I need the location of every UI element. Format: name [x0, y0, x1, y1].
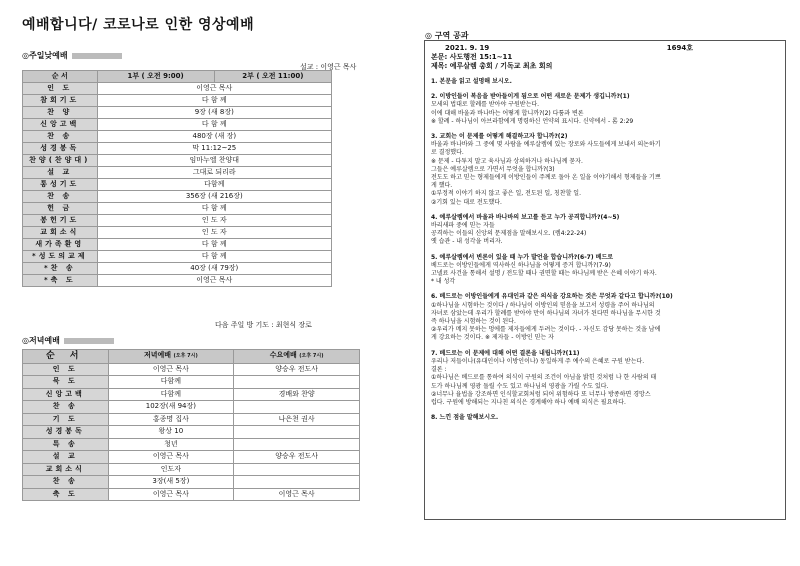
study-question: 6. 베드로는 이방인들에게 유대인과 같은 의식을 강요하는 것은 무엇과 같다고 합니까?(10): [431, 293, 673, 301]
row-wednesday: [234, 476, 360, 489]
spacer: [431, 126, 779, 133]
row-value: 480장 (새 장): [97, 131, 331, 143]
row-wednesday: [234, 401, 360, 414]
study-date: 2021. 9. 19: [445, 44, 490, 52]
study-line: 자녀로 삼았는데 우리가 할례를 받아야 만이 하나님의 자녀가 된다면 하나님을 무시한 것: [431, 309, 661, 317]
row-value: 인 도 자: [97, 215, 331, 227]
evening-worship-table: [22, 349, 360, 501]
study-line: 고넬료 사건을 통해서 설명 / 전도할 때나 권면할 때는 하나님께 받은 은혜 이야기 하자.: [431, 270, 657, 278]
study-line: 전도도 하고 믿는 형제들에게 이방인들이 주께로 돌아 온 일을 이야기해서 형제들을 기쁘: [431, 174, 661, 182]
row-evening: 이영근 목사: [108, 488, 234, 501]
study-line: 도가 하나님께 영광 돌릴 수도 있고 하나님의 영광을 가릴 수도 있다.: [431, 382, 609, 390]
study-passage: 본문: 사도행전 15:1~11: [431, 53, 513, 61]
table-row: [23, 107, 332, 119]
row-label: 새가족환영: [23, 239, 98, 251]
row-wednesday: 나은천 권사: [234, 413, 360, 426]
table-row: [23, 426, 360, 439]
col-wednesday: 수요예배 (오후 7시): [234, 350, 360, 364]
row-label: 설 교: [23, 451, 109, 464]
row-label: 참회기도: [23, 95, 98, 107]
table-row: [23, 215, 332, 227]
row-label: 축 도: [23, 488, 109, 501]
table-row: [23, 191, 332, 203]
row-value: 다 함 께: [97, 119, 331, 131]
row-label: 찬 양: [23, 107, 98, 119]
row-label: 통성기도: [23, 179, 98, 191]
study-line: ①부정적 이야기 하지 않고 좋은 일, 전도된 일, 칭찬할 일.: [431, 190, 581, 198]
row-evening: 이영근 목사: [108, 363, 234, 376]
row-value: 9장 (새 8장): [97, 107, 331, 119]
study-question: 5. 예루살렘에서 변론이 있을 때 누가 발언을 합습니까?(6-7) 베드로: [431, 253, 614, 261]
row-evening: 청년: [108, 438, 234, 451]
row-label: *찬 송: [23, 263, 98, 275]
study-line: ※ 할례 - 하나님이 아브라함에게 명령하신 언약의 표시다. 신약에서 - 롬 2:29: [431, 117, 634, 125]
row-label: 묵 도: [23, 376, 109, 389]
row-label: 신앙고백: [23, 388, 109, 401]
study-question: 7. 베드로는 이 문제에 대해 어떤 결론을 내립니까?(11): [431, 349, 580, 357]
row-evening: 이영근 목사: [108, 451, 234, 464]
row-label: 찬 송: [23, 131, 98, 143]
table-row: [23, 488, 360, 501]
study-line: 그들은 예루살렘으로 가면서 무엇을 합니까?(3): [431, 165, 555, 173]
study-question: 2. 이방인들이 복음을 받아들이게 됨으로 어떤 새로운 문제가 생깁니까?(1): [431, 93, 630, 101]
study-heading: ◎ 구역 공과: [425, 31, 469, 40]
study-line: ※ 문제 - 다투지 말고 육사님과 상의하거나 하나님께 묻자.: [431, 157, 583, 165]
study-line: ②너무나 율법을 강조하면 인식할교회처럼 되어 위험하다 또 너무나 방종하면 경망스: [431, 390, 651, 398]
row-value: 다 함 께: [97, 203, 331, 215]
row-evening: 102장(새 94장): [108, 401, 234, 414]
row-wednesday: [234, 426, 360, 439]
row-wednesday: 양승우 전도사: [234, 363, 360, 376]
row-label: 특 송: [23, 438, 109, 451]
row-value: 이영근 목사: [97, 275, 331, 287]
study-question: 8. 느낀 점을 말해보시오.: [431, 414, 499, 422]
table-row: [23, 203, 332, 215]
row-value: 그대로 되리라: [97, 167, 331, 179]
row-value: 막 11:12~25: [97, 143, 331, 155]
study-line: ①하나님을 시험하는 것이다 / 하나님이 이방인의 믿음을 보고서 성령을 주어 하나님의: [431, 301, 655, 309]
row-value: 다 함 께: [97, 239, 331, 251]
row-wednesday: 이영근 목사: [234, 488, 360, 501]
col-service-2: 2부 ( 오전 11:00): [214, 71, 331, 83]
row-label: 성경봉독: [23, 143, 98, 155]
table-row: [23, 363, 360, 376]
row-label: 교회소식: [23, 463, 109, 476]
study-line: 로 결정했다.: [431, 149, 464, 157]
day-worship-table: [22, 70, 332, 287]
table-row: [23, 263, 332, 275]
col-order: 순 서: [23, 71, 98, 83]
study-line: 공격하는 이들의 신앙의 문제점을 말해보시오. (렘4:22-24): [431, 230, 587, 238]
table-row: [23, 155, 332, 167]
page-title: 예배합니다/ 코로나로 인한 영상예배: [22, 17, 255, 33]
study-question: 1. 본문을 읽고 설명해 보시오.: [431, 78, 512, 85]
row-label: 찬양(찬양대): [23, 155, 98, 167]
spacer: [431, 207, 779, 214]
row-wednesday: [234, 463, 360, 476]
table-row: [23, 95, 332, 107]
row-label: 헌 금: [23, 203, 98, 215]
study-line: 옛 습관 - 내 성각을 버리자.: [431, 238, 503, 246]
row-label: 교회소식: [23, 227, 98, 239]
row-label: *성도의교제: [23, 251, 98, 263]
study-line: 바리새파 중에 믿는 자들: [431, 222, 495, 230]
row-wednesday: 양승우 전도사: [234, 451, 360, 464]
study-subject: 제목: 예루살렘 총회 / 기독교 최초 회의: [431, 62, 553, 70]
row-label: 찬 송: [23, 191, 98, 203]
table-header-row: [23, 71, 332, 83]
study-line: ①하나님은 베드로를 통하여 의식이 구원의 조건이 아님을 밝힌 것처럼 나 한 사람의 태: [431, 374, 657, 382]
row-label: 찬 송: [23, 476, 109, 489]
row-evening: 왕상 10: [108, 426, 234, 439]
row-evening: 홍종명 집사: [108, 413, 234, 426]
row-wednesday: [234, 376, 360, 389]
row-value: 인 도 자: [97, 227, 331, 239]
table-row: [23, 179, 332, 191]
row-value: 다 함 께: [97, 95, 331, 107]
table-row: [23, 131, 332, 143]
row-value: 다 함 께: [97, 251, 331, 263]
table-row: [23, 376, 360, 389]
study-box: [424, 40, 786, 520]
row-label: 설 교: [23, 167, 98, 179]
row-evening: 다함께: [108, 388, 234, 401]
table-row: [23, 275, 332, 287]
table-row: [23, 463, 360, 476]
row-evening: 다함께: [108, 376, 234, 389]
table-row: [23, 388, 360, 401]
row-label: 성경봉독: [23, 426, 109, 439]
row-wednesday: 경배와 찬양: [234, 388, 360, 401]
study-line: 럽다. 구원에 방해되는 지나친 의식은 경계해야 하나 예배 의식은 필요하다.: [431, 398, 626, 406]
col-order: 순 서: [23, 350, 109, 364]
row-value: 356장 (새 216장): [97, 191, 331, 203]
study-line: * 내 성각: [431, 278, 456, 286]
row-label: 기 도: [23, 413, 109, 426]
table-row: [23, 83, 332, 95]
row-evening: 3장(새 5장): [108, 476, 234, 489]
row-label: 봉헌기도: [23, 215, 98, 227]
study-line: 이에 대해 바울과 바나바는 어떻게 합니까?(2) 다툼과 변론: [431, 109, 584, 117]
row-label: 인 도: [23, 363, 109, 376]
study-line: 게 했다.: [431, 182, 453, 190]
day-worship-heading: ◎주일낮예배: [22, 50, 122, 61]
study-issue: 1694호: [666, 44, 693, 52]
table-row: [23, 227, 332, 239]
table-row: [23, 413, 360, 426]
row-label: 인 도: [23, 83, 98, 95]
table-row: [23, 119, 332, 131]
col-service-1: 1부 ( 오전 9:00): [97, 71, 214, 83]
study-line: 모세의 법대로 할례를 받아야 구원받는다.: [431, 101, 540, 109]
table-row: [23, 251, 332, 263]
study-line: ②기회 있는 대로 전도했다.: [431, 198, 502, 206]
spacer: [431, 343, 779, 350]
row-value: 다함께: [97, 179, 331, 191]
preacher-line: 설교 : 이영근 목사: [300, 63, 357, 71]
table-row: [23, 438, 360, 451]
table-row: [23, 239, 332, 251]
study-line: 즉 하나님을 시험하는 것이 된다.: [431, 318, 516, 326]
spacer: [431, 247, 779, 254]
row-value: 40장 (새 79장): [97, 263, 331, 275]
evening-worship-heading: ◎저녁예배: [22, 335, 114, 346]
study-question: 3. 교회는 이 문제를 어떻게 해결하고자 합니까?(2): [431, 133, 568, 141]
table-row: [23, 143, 332, 155]
table-row: [23, 401, 360, 414]
row-label: *축 도: [23, 275, 98, 287]
col-evening: 저녁예배 (오후 7시): [108, 350, 234, 364]
study-line: 우리나 저들이나(유대인이나 이방인이나) 동일하게 주 예수의 은혜로 구원 받는다.: [431, 357, 645, 365]
table-row: [23, 167, 332, 179]
study-date-row: [431, 44, 779, 53]
study-line: ②우리가 메지 못하는 멍에를 제자들에게 두려는 것이다. - 자신도 감당 못하는 것을 남에: [431, 326, 661, 334]
study-line: 바울과 바나바와 그 중에 몇 사람을 예루살렘에 있는 장로와 사도들에게 보내서 의논하기: [431, 141, 661, 149]
row-evening: 인도자: [108, 463, 234, 476]
row-label: 찬 송: [23, 401, 109, 414]
study-line: 결론 :: [431, 366, 447, 374]
table-row: [23, 476, 360, 489]
study-question: 4. 예루살렘에서 바울과 바나바의 보고를 듣고 누가 공격합니까?(4~5): [431, 213, 620, 221]
row-label: 신앙고백: [23, 119, 98, 131]
row-value: 이영근 목사: [97, 83, 331, 95]
study-line: 베드로는 이방인들에게 역사하신 하나님을 어떻게 증거 합니까?(7-9): [431, 261, 611, 269]
row-value: 임마누엘 찬양대: [97, 155, 331, 167]
next-prayer-note: 다음 주일 방 기도 : 최현식 장로: [215, 321, 312, 329]
table-header-row: [23, 350, 360, 364]
table-row: [23, 451, 360, 464]
study-line: 게 강요하는 것이다. ※ 제자들 - 이방인 믿는 자: [431, 334, 554, 342]
study-content: [431, 78, 779, 422]
row-wednesday: [234, 438, 360, 451]
